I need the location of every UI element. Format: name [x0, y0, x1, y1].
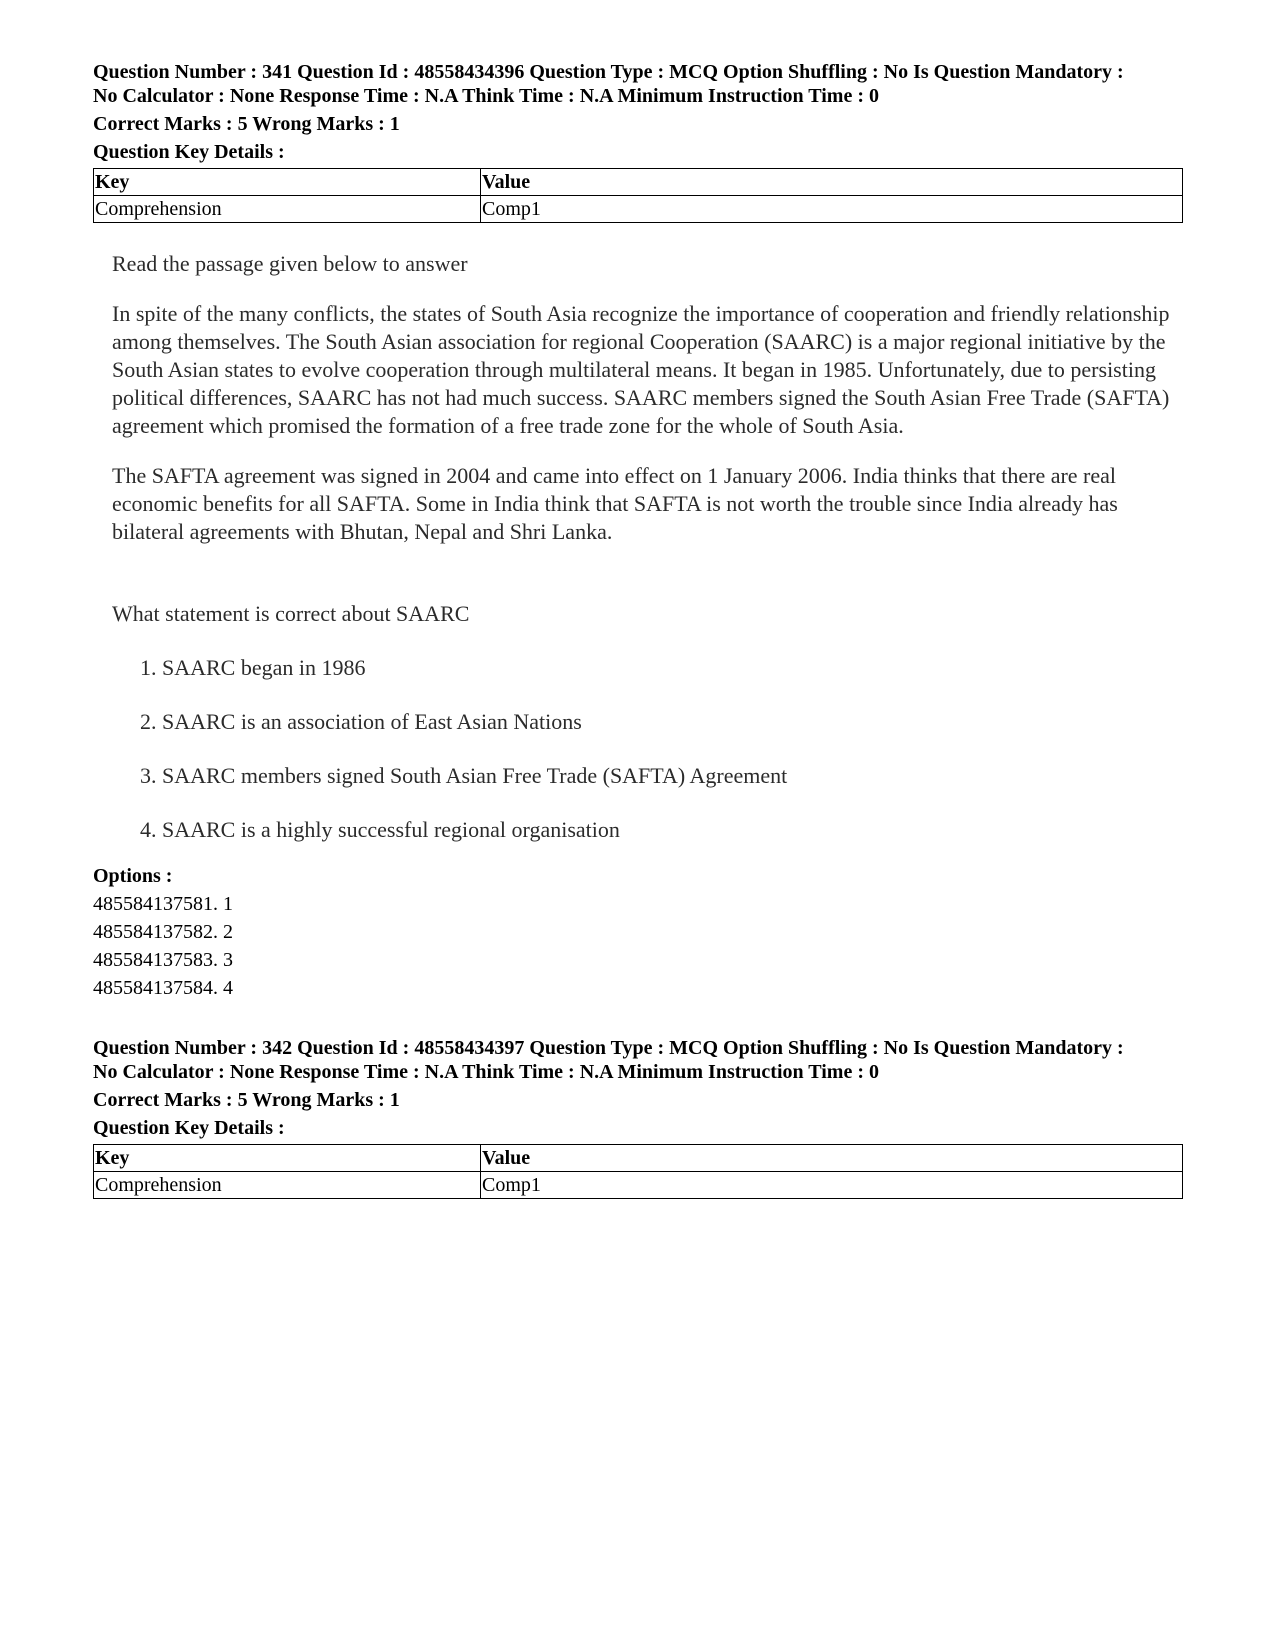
passage-image [112, 250, 1172, 870]
table-header-row [94, 169, 1183, 196]
option-item-4: 485584137584. 4 [93, 977, 233, 999]
question-meta-line-2: No Calculator : None Response Time : N.A Think Time : N.A Minimum Instruction Time : 0 [93, 85, 879, 107]
question-meta-line-2: No Calculator : None Response Time : N.A Think Time : N.A Minimum Instruction Time : 0 [93, 1061, 879, 1083]
table-header-value: Value [481, 169, 1183, 196]
table-cell-value: Comp1 [481, 1172, 1183, 1199]
passage-paragraph-2: The SAFTA agreement was signed in 2004 and came into effect on 1 January 2006. India thinks that there are real economic benefits for all SAFTA. Some in India think that SAFTA is not worth the trouble since India already has bilateral agreements with Bhutan, Nepal and Shri Lanka. [112, 463, 1118, 544]
table-cell-key: Comprehension [94, 1172, 481, 1199]
question-meta-line-1: Question Number : 342 Question Id : 48558434397 Question Type : MCQ Option Shuffling : No Is Question Mandatory : [93, 1037, 1124, 1059]
option-item-1: 485584137581. 1 [93, 893, 233, 915]
table-cell-value: Comp1 [481, 196, 1183, 223]
options-list [93, 862, 233, 1002]
option-item-3: 485584137583. 3 [93, 949, 233, 971]
option-item-2: 485584137582. 2 [93, 921, 233, 943]
options-label: Options : [93, 865, 173, 887]
passage-choice-3: 3. SAARC members signed South Asian Free Trade (SAFTA) Agreement [140, 763, 788, 788]
table-header-row [94, 1145, 1183, 1172]
question-meta-line-1: Question Number : 341 Question Id : 48558434396 Question Type : MCQ Option Shuffling : No Is Question Mandatory : [93, 61, 1124, 83]
table-row [94, 1172, 1183, 1199]
passage-paragraph-1: In spite of the many conflicts, the states of South Asia recognize the importance of cooperation and friendly relationship among themselves. The South Asian association for regional Cooperation (SAARC) is a major regional initiative by the South Asian states to evolve cooperation through multilateral means. It began in 1985. Unfortunately, due to persisting political differences, SAARC has not had much success. SAARC members signed the South Asian Free Trade (SAFTA) agreement which promised the formation of a free trade zone for the whole of South Asia. [112, 301, 1170, 438]
question-341-header [93, 60, 1183, 223]
passage-choice-1: 1. SAARC began in 1986 [140, 655, 366, 680]
table-header-key: Key [94, 1145, 481, 1172]
passage-choices [140, 654, 1172, 844]
question-key-table [93, 168, 1183, 223]
question-key-table [93, 1144, 1183, 1199]
passage-choice-2: 2. SAARC is an association of East Asian Nations [140, 709, 582, 734]
question-key-details-label: Question Key Details : [93, 141, 285, 163]
table-cell-key: Comprehension [94, 196, 481, 223]
question-meta [93, 60, 1183, 108]
table-header-value: Value [481, 1145, 1183, 1172]
passage-question: What statement is correct about SAARC [112, 601, 470, 626]
question-342-header [93, 1036, 1183, 1199]
question-marks: Correct Marks : 5 Wrong Marks : 1 [93, 1089, 400, 1111]
question-meta [93, 1036, 1183, 1084]
question-key-details-label: Question Key Details : [93, 1117, 285, 1139]
table-header-key: Key [94, 169, 481, 196]
passage-intro: Read the passage given below to answer [112, 251, 468, 276]
table-row [94, 196, 1183, 223]
question-marks: Correct Marks : 5 Wrong Marks : 1 [93, 113, 400, 135]
passage-choice-4: 4. SAARC is a highly successful regional organisation [140, 817, 620, 842]
